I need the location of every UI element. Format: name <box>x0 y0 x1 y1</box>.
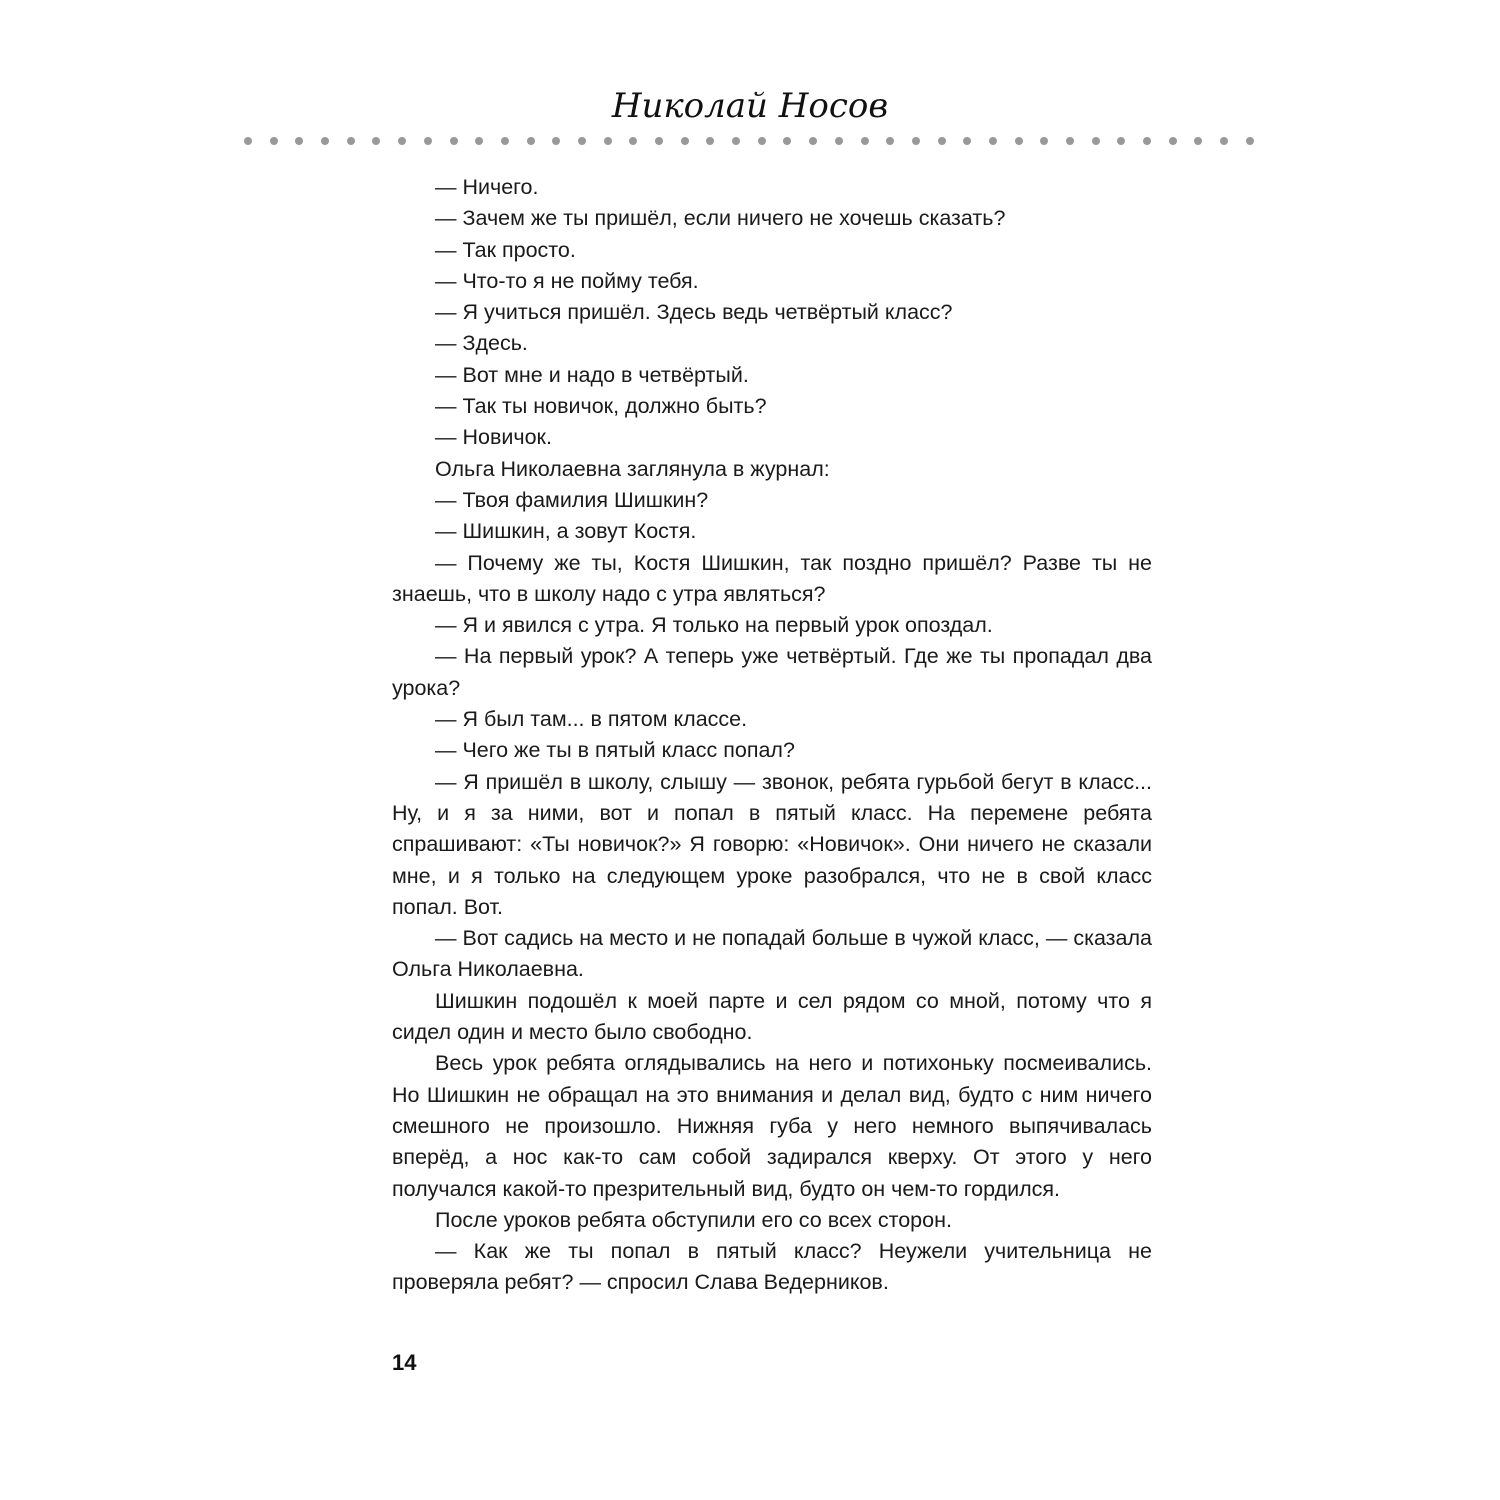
text-paragraph: — Чего же ты в пятый класс попал? <box>435 738 795 763</box>
divider-dot <box>1194 137 1202 145</box>
body-text <box>392 172 1152 1299</box>
divider-dot <box>424 137 432 145</box>
divider-dot <box>886 137 894 145</box>
divider-dot <box>681 137 689 145</box>
divider-dot <box>1246 137 1254 145</box>
page-number: 14 <box>392 1350 417 1375</box>
text-paragraph: Шишкин подошёл к моей парте и сел рядом со мной, потому что я сидел один и место было свободно. <box>392 988 1152 1045</box>
divider-dot <box>347 137 355 145</box>
text-paragraph: Ольга Николаевна заглянула в журнал: <box>435 456 830 481</box>
divider-dot <box>398 137 406 145</box>
divider-dot <box>861 137 869 145</box>
divider-dot <box>629 137 637 145</box>
divider-dot <box>783 137 791 145</box>
divider-dot <box>989 137 997 145</box>
text-paragraph: — Вот мне и надо в четвёртый. <box>435 362 749 387</box>
divider-dot <box>835 137 843 145</box>
divider-dot <box>578 137 586 145</box>
divider-dot <box>450 137 458 145</box>
divider-dot <box>1066 137 1074 145</box>
running-header-author: Николай Носов <box>611 86 889 126</box>
divider-dot <box>655 137 663 145</box>
divider-dot <box>732 137 740 145</box>
divider-dot <box>1220 137 1228 145</box>
divider-dot <box>963 137 971 145</box>
text-paragraph: — Как же ты попал в пятый класс? Неужели учительница не проверяла ребят? — спросил Слава Ведерников. <box>392 1239 1152 1295</box>
divider-dot <box>809 137 817 145</box>
text-paragraph: — На первый урок? А теперь уже четвёртый. Где же ты пропадал два урока? <box>392 644 1152 700</box>
divider-dot <box>270 137 278 145</box>
divider-dot <box>1015 137 1023 145</box>
text-paragraph: — Что-то я не пойму тебя. <box>435 268 699 293</box>
text-paragraph: — Я учиться пришёл. Здесь ведь четвёртый класс? <box>435 300 953 325</box>
dotted-divider <box>244 133 1254 149</box>
divider-dot <box>244 137 252 145</box>
divider-dot <box>1092 137 1100 145</box>
divider-dot <box>938 137 946 145</box>
divider-dot <box>1117 137 1125 145</box>
divider-dot <box>758 137 766 145</box>
divider-dot <box>912 137 920 145</box>
divider-dot <box>295 137 303 145</box>
divider-dot <box>501 137 509 145</box>
divider-dot <box>1040 137 1048 145</box>
divider-dot <box>372 137 380 145</box>
text-paragraph: — Ничего. <box>435 175 539 199</box>
text-paragraph: — Шишкин, а зовут Костя. <box>435 519 697 544</box>
divider-dot <box>475 137 483 145</box>
divider-dot <box>604 137 612 145</box>
text-paragraph: — Я и явился с утра. Я только на первый урок опоздал. <box>435 613 993 638</box>
text-paragraph: — Здесь. <box>435 331 528 356</box>
text-paragraph: — Твоя фамилия Шишкин? <box>435 487 709 512</box>
divider-dot <box>1169 137 1177 145</box>
text-paragraph: — Вот садись на место и не попадай больше в чужой класс, — сказала Ольга Николаевна. <box>392 926 1152 982</box>
text-paragraph: — Я был там... в пятом классе. <box>435 707 748 732</box>
text-paragraph: — Так просто. <box>435 237 576 262</box>
divider-dot <box>552 137 560 145</box>
text-paragraph: — Так ты новичок, должно быть? <box>435 394 767 419</box>
text-paragraph: После уроков ребята обступили его со всех сторон. <box>435 1207 952 1232</box>
text-paragraph: — Новичок. <box>435 425 552 450</box>
text-paragraph: — Я пришёл в школу, слышу — звонок, ребята гурьбой бегут в класс... Ну, и я за ними, вот и попал в пятый класс. На перемене ребята спрашивают: «Ты новичок?» Я говорю: «Новичок». Они ничего не сказали мне, и я только на следующем уроке разобрался, что не в свой класс попал. Вот. <box>392 769 1152 919</box>
divider-dot <box>527 137 535 145</box>
divider-dot <box>1143 137 1151 145</box>
text-paragraph: Весь урок ребята оглядывались на него и потихоньку посмеивались. Но Шишкин не обращал на это внимания и делал вид, будто с ним ничего смешного не произошло. Нижняя губа у него немного выпячивалась вперёд, а нос как-то сам собой задирался кверху. От этого у него получался какой-то презрительный вид, будто он чем-то гордился. <box>392 1051 1152 1201</box>
divider-dot <box>706 137 714 145</box>
divider-dot <box>321 137 329 145</box>
text-paragraph: — Зачем же ты пришёл, если ничего не хочешь сказать? <box>435 206 1006 231</box>
text-paragraph: — Почему же ты, Костя Шишкин, так поздно пришёл? Разве ты не знаешь, что в школу надо с утра являться? <box>392 550 1152 606</box>
